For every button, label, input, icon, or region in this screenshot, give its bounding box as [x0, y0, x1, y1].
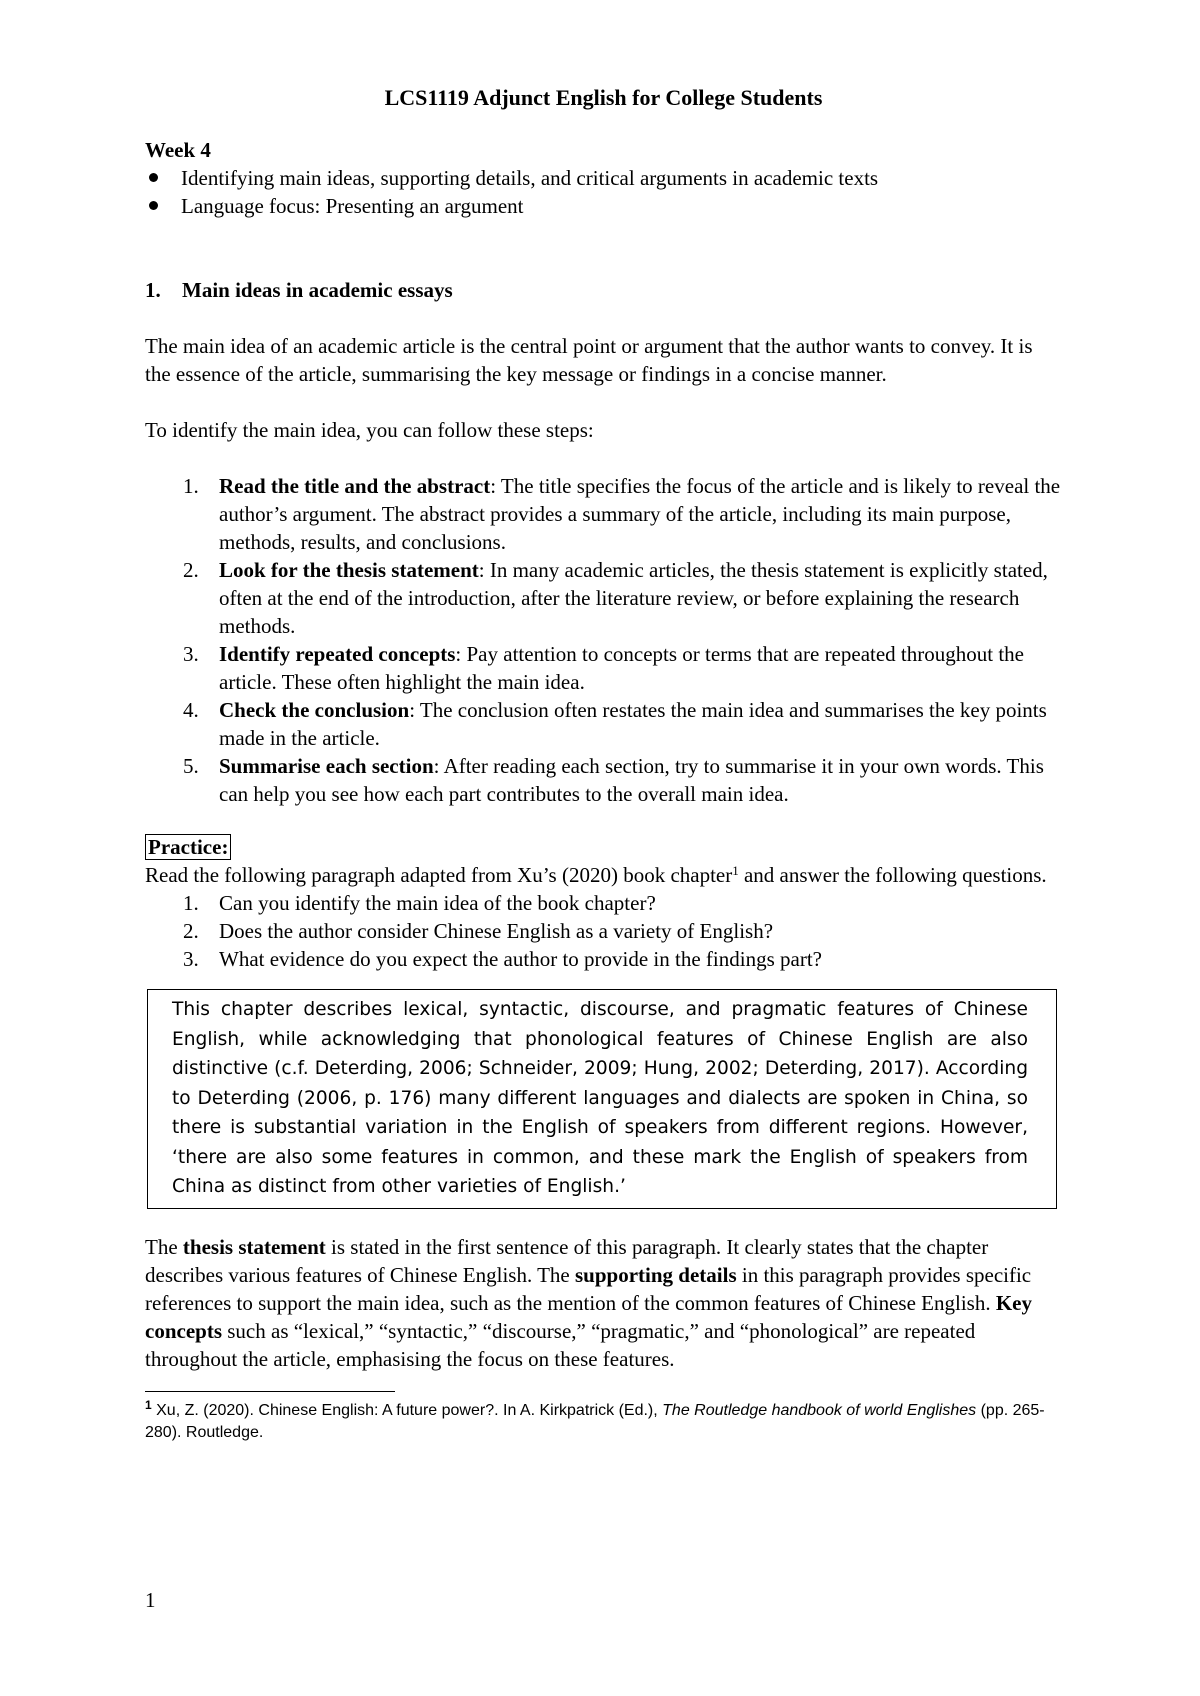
practice-label: Practice:	[145, 834, 231, 860]
list-item: 2. Does the author consider Chinese English as a variety of English?	[183, 919, 774, 943]
page-number: 1	[145, 1588, 156, 1612]
analysis-paragraph: The thesis statement is stated in the first sentence of this paragraph. It clearly states that the chapter describes various features of Chinese English. The supporting details in this paragraph provides specific references to support the main idea, such as the mention of the common features of Chinese English. Key concepts such as “lexical,” “syntactic,” “discourse,” “pragmatic,” and “phonological” are repeated throughout the article, emphasising the focus on these features.	[145, 1234, 1032, 1371]
week-topics-list	[145, 164, 1062, 220]
intro-paragraph: The main idea of an academic article is the central point or argument that the author wants to convey. It is the essence of the article, summarising the key message or findings in a concise manner.	[145, 334, 1033, 386]
practice-instruction: Read the following paragraph adapted from Xu’s (2020) book chapter$^1$ and answer the following questions.	[145, 863, 1047, 887]
section-heading: 1. Main ideas in academic essays	[145, 278, 453, 302]
week-heading: Week 4	[145, 138, 211, 162]
list-item: 5. Summarise each section: After reading each section, try to summarise it in your own words. This can help you see how each part contributes to the overall main idea.	[183, 754, 1044, 806]
list-item: 3. What evidence do you expect the author to provide in the findings part?	[183, 947, 822, 971]
list-item: Language focus: Presenting an argument	[145, 192, 1062, 220]
footnote: $^1$ Xu, Z. (2020). Chinese English: A future power?. In A. Kirkpatrick (Ed.), The Routledge handbook of world Englishes (pp. 265-280). Routledge.	[145, 1397, 1045, 1441]
list-item: 3. Identify repeated concepts: Pay attention to concepts or terms that are repeated throughout the article. These often highlight the main idea.	[183, 642, 1024, 694]
practice-questions	[145, 889, 1062, 973]
footnote-ref[interactable]: 1	[732, 863, 739, 878]
bullet-icon	[149, 201, 158, 210]
steps-list	[145, 472, 1062, 808]
bullet-icon	[149, 173, 158, 182]
list-item: 2. Look for the thesis statement: In many academic articles, the thesis statement is explicitly stated, often at the end of the introduction, after the literature review, or before explaining the research methods.	[183, 558, 1048, 638]
steps-intro: To identify the main idea, you can follow these steps:	[145, 418, 594, 442]
list-item: 1. Read the title and the abstract: The title specifies the focus of the article and is likely to reveal the author’s argument. The abstract provides a summary of the article, including its main purpose, methods, results, and conclusions.	[183, 474, 1061, 554]
document-title: LCS1119 Adjunct English for College Students	[384, 85, 823, 110]
quoted-paragraph-box: This chapter describes lexical, syntactic, discourse, and pragmatic features of Chinese English, while acknowledging that phonological features of Chinese English are also distinctive (c.f. Deterding, 2006; Schneider, 2009; Hung, 2002; Deterding, 2017). According to Deterding (2006, p. 176) many different languages and dialects are spoken in China, so there is substantial variation in the English of speakers from different regions. However, ‘there are also some features in common, and these mark the English of speakers from China as distinct from other varieties of English.’	[147, 989, 1057, 1209]
list-item: 1. Can you identify the main idea of the book chapter?	[183, 891, 656, 915]
list-item: 4. Check the conclusion: The conclusion often restates the main idea and summarises the key points made in the article.	[183, 698, 1047, 750]
list-item: Identifying main ideas, supporting details, and critical arguments in academic texts	[145, 164, 1062, 192]
footnote-divider	[145, 1391, 395, 1392]
